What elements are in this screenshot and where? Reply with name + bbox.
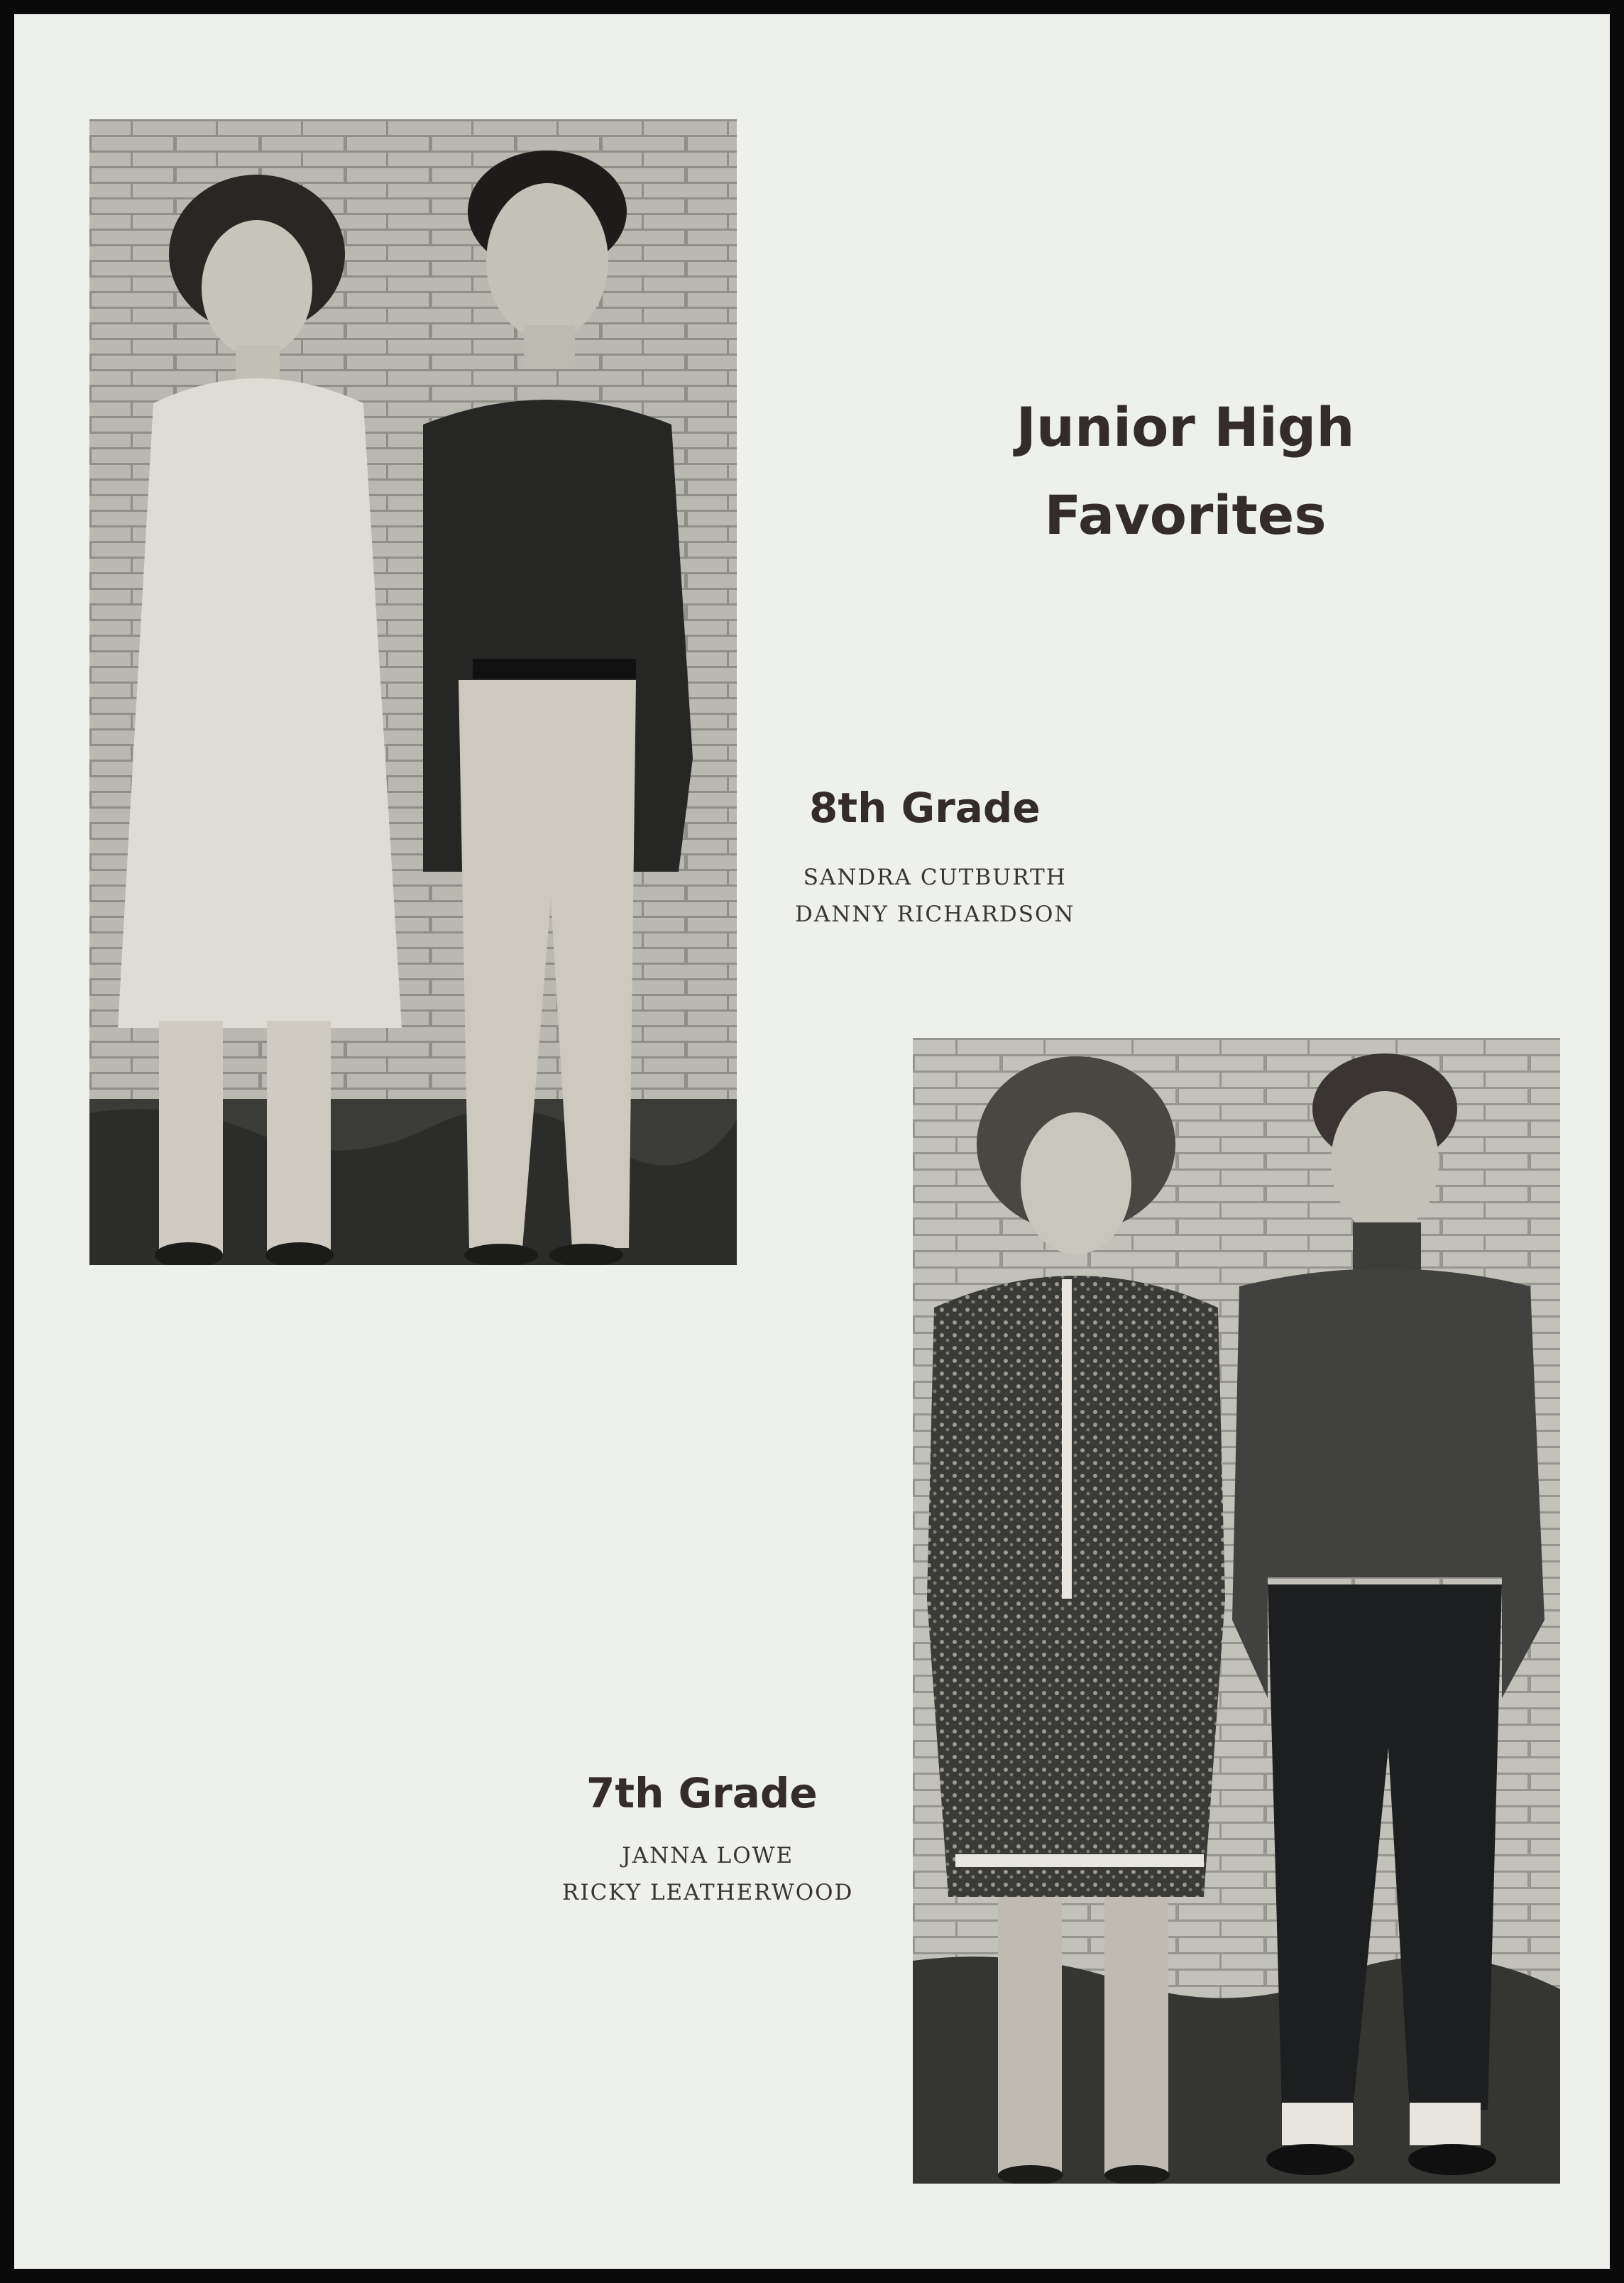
eighth-grade-photo-drawing	[89, 119, 737, 1265]
yearbook-page	[14, 14, 1610, 2269]
eighth-grade-name: DANNY RICHARDSON	[795, 902, 1075, 927]
seventh-grade-names	[562, 1837, 853, 1911]
seventh-grade-photo-drawing	[913, 1038, 1560, 2184]
page-title-line-1: Junior High	[1016, 395, 1355, 459]
eighth-grade-heading: 8th Grade	[809, 784, 1041, 832]
page-title	[965, 383, 1405, 559]
seventh-grade-name: RICKY LEATHERWOOD	[562, 1880, 854, 1905]
seventh-grade-favorites-photo	[913, 1038, 1560, 2184]
seventh-grade-name: JANNA LOWE	[622, 1843, 794, 1868]
eighth-grade-favorites-photo	[89, 119, 737, 1265]
eighth-grade-names	[795, 859, 1075, 933]
page-title-line-2: Favorites	[1044, 483, 1327, 547]
seventh-grade-heading: 7th Grade	[586, 1769, 818, 1817]
eighth-grade-name: SANDRA CUTBURTH	[803, 865, 1067, 890]
